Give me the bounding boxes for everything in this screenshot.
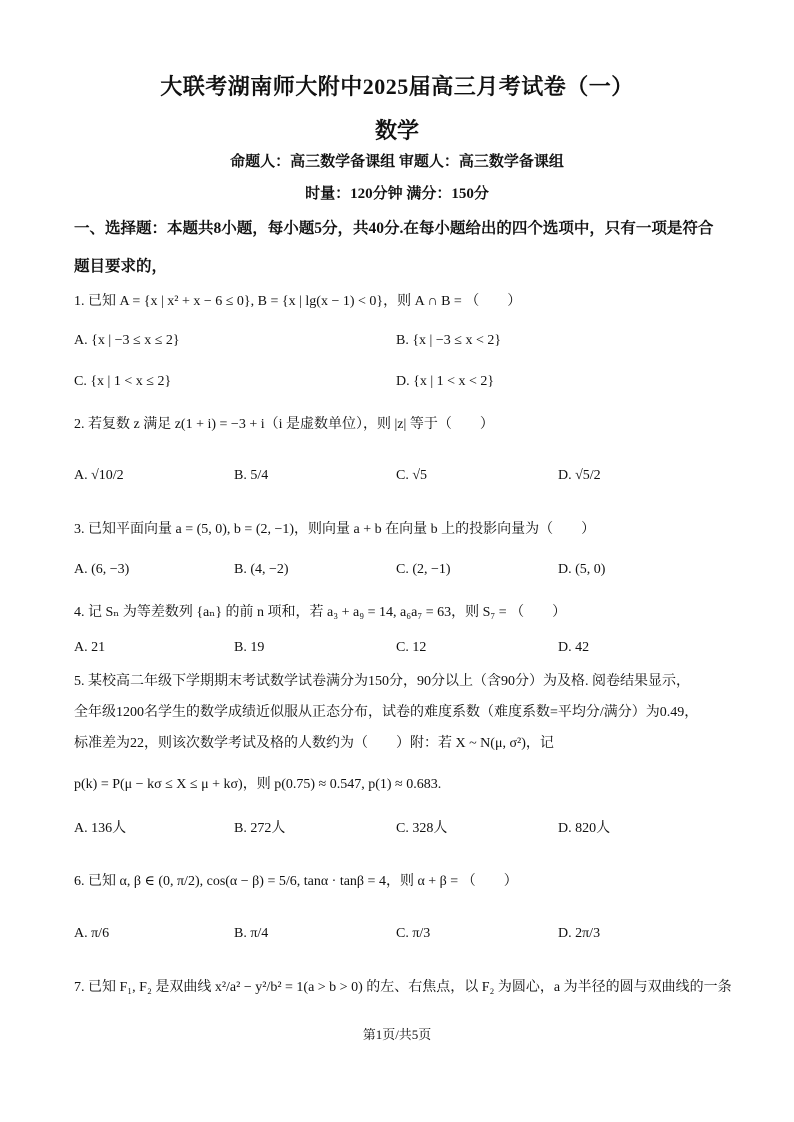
question-3-option-c: C. (2, −1) xyxy=(396,562,451,577)
question-2-option-b: B. 5/4 xyxy=(234,468,269,483)
question-3-option-d: D. (5, 0) xyxy=(558,562,606,577)
question-6-options xyxy=(74,926,724,956)
question-1-option-b: B. {x | −3 ≤ x < 2} xyxy=(396,333,502,348)
authors-line: 命题人：高三数学备课组 审题人：高三数学备课组 xyxy=(230,154,564,170)
question-5-option-b: B. 272人 xyxy=(234,821,286,836)
question-5-line-2: 全年级1200名学生的数学成绩近似服从正态分布，试卷的难度系数（难度系数=平均分/满分）为0.49， xyxy=(74,705,699,720)
question-6-option-a: A. π/6 xyxy=(74,926,110,941)
question-5-stem xyxy=(74,666,724,800)
exam-title: 大联考湖南师大附中2025届高三月考试卷（一） xyxy=(160,74,634,99)
section-heading: 一、选择题：本题共8小题，每小题5分，共40分.在每小题给出的四个选项中，只有一项是符合题目要求的， xyxy=(74,220,714,275)
question-5-option-d: D. 820人 xyxy=(558,821,611,836)
question-4-option-a: A. 21 xyxy=(74,640,106,655)
question-2-option-a: A. √10/2 xyxy=(74,468,124,483)
time-line: 时量：120分钟 满分：150分 xyxy=(305,186,489,202)
question-5-options xyxy=(74,817,724,847)
question-4-option-d: D. 42 xyxy=(558,640,590,655)
question-6-option-c: C. π/3 xyxy=(396,926,431,941)
question-2-option-d: D. √5/2 xyxy=(558,468,601,483)
question-4-option-c: C. 12 xyxy=(396,640,427,655)
question-5-line-4: p(k) = P(μ − kσ ≤ X ≤ μ + kσ)，则 p(0.75) ≈ 0.547, p(1) ≈ 0.683. xyxy=(74,777,442,792)
question-2-options xyxy=(74,468,724,498)
question-7-stem: 7. 已知 F₁, F₂ 是双曲线 x²/a² − y²/b² = 1(a > b > 0) 的左、右焦点，以 F₂ 为圆心，a 为半径的圆与双曲线的一条 xyxy=(74,980,732,995)
question-2-stem: 2. 若复数 z 满足 z(1 + i) = −3 + i（i 是虚数单位），则 |z| 等于（ ） xyxy=(74,417,494,432)
question-4-option-b: B. 19 xyxy=(234,640,265,655)
question-1-option-d: D. {x | 1 < x < 2} xyxy=(396,374,495,389)
question-5-line-1: 5. 某校高二年级下学期期末考试数学试卷满分为150分，90分以上（含90分）为及格. 阅卷结果显示， xyxy=(74,674,690,689)
question-1-option-a: A. {x | −3 ≤ x ≤ 2} xyxy=(74,333,180,348)
question-6-option-b: B. π/4 xyxy=(234,926,269,941)
question-5-option-a: A. 136人 xyxy=(74,821,127,836)
question-5-option-c: C. 328人 xyxy=(396,821,448,836)
page-footer: 第1页/共5页 xyxy=(362,1027,432,1042)
question-1-options-row2 xyxy=(74,374,724,404)
question-1-options-row1 xyxy=(74,333,724,363)
question-3-option-b: B. (4, −2) xyxy=(234,562,289,577)
question-3-stem: 3. 已知平面向量 a = (5, 0), b = (2, −1)，则向量 a + b 在向量 b 上的投影向量为（ ） xyxy=(74,522,596,537)
question-6-option-d: D. 2π/3 xyxy=(558,926,601,941)
question-5-line-3: 标准差为22，则该次数学考试及格的人数约为（ ）附：若 X ~ N(μ, σ²)，记 xyxy=(74,736,554,751)
question-3-option-a: A. (6, −3) xyxy=(74,562,130,577)
question-1-stem: 1. 已知 A = {x | x² + x − 6 ≤ 0}, B = {x | lg(x − 1) < 0}，则 A ∩ B = （ ） xyxy=(74,294,522,309)
question-3-options xyxy=(74,562,724,592)
question-4-stem: 4. 记 Sₙ 为等差数列 {aₙ} 的前 n 项和，若 a₃ + a₉ = 14, a₆a₇ = 63，则 S₇ = （ ） xyxy=(74,605,567,620)
subject-title: 数学 xyxy=(374,118,419,143)
question-6-stem: 6. 已知 α, β ∈ (0, π/2), cos(α − β) = 5/6, tanα · tanβ = 4，则 α + β = （ ） xyxy=(74,874,518,889)
question-2-option-c: C. √5 xyxy=(396,468,428,483)
question-1-option-c: C. {x | 1 < x ≤ 2} xyxy=(74,374,172,389)
